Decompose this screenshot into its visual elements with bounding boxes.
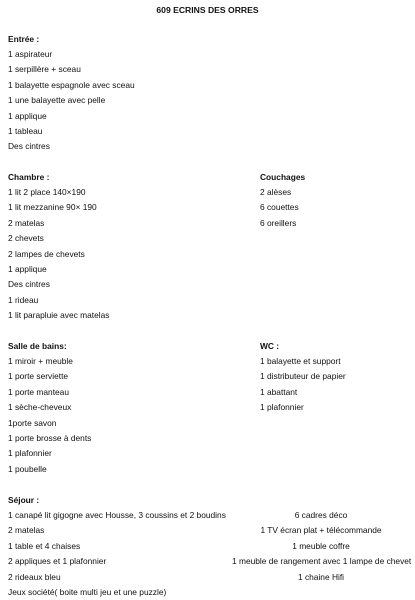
section-heading-couchages: Couchages — [260, 172, 306, 182]
list-item: 1 lit parapluie avec matelas — [8, 310, 110, 321]
list-item: 1 abattant — [260, 386, 298, 397]
list-item: 1 distributeur de papier — [260, 371, 346, 382]
section-sejour — [8, 493, 226, 600]
section-heading-salle-de-bains: Salle de bains: — [8, 341, 67, 351]
list-item: 1 meuble coffre — [292, 540, 350, 551]
list-item: 1 lit mezzanine 90× 190 — [8, 202, 97, 213]
list-item: 1 rideau — [8, 294, 39, 305]
list-item: 1 une balayette avec pelle — [8, 95, 106, 106]
section-heading-chambre: Chambre : — [8, 172, 50, 182]
list-item: 2 lampes de chevets — [8, 248, 85, 259]
list-item: 1 porte serviette — [8, 371, 69, 382]
list-item: 1 applique — [8, 263, 47, 274]
list-item: 6 oreillers — [260, 217, 297, 228]
list-item: 1 aspirateur — [8, 49, 53, 59]
section-couchages — [260, 170, 305, 231]
section-entree — [8, 32, 135, 155]
section-wc — [260, 339, 346, 416]
list-item: Des cintres — [8, 279, 50, 290]
list-item: 1 applique — [8, 110, 47, 121]
list-item: 2 alèses — [260, 187, 292, 197]
list-item: 1 table et 4 chaises — [8, 540, 81, 551]
list-item: 1 plafonnier — [8, 448, 52, 459]
list-item: 2 appliques et 1 plafonnier — [8, 556, 107, 567]
list-item: 1 miroir + meuble — [8, 356, 73, 366]
section-salle-de-bains — [8, 339, 91, 477]
section-chambre — [8, 170, 110, 324]
list-item: 1 TV écran plat + télécommande — [260, 525, 382, 536]
list-item: 1 plafonnier — [260, 402, 304, 413]
list-item: Jeux société( boite multi jeu et une puzzle) — [8, 586, 167, 597]
list-item: 1 balayette et support — [260, 356, 341, 366]
list-item: 1 meuble de rangement avec 1 lampe de chevet — [232, 556, 412, 567]
list-item: 1 lit 2 place 140×190 — [8, 187, 86, 197]
list-item: 1 sèche-cheveux — [8, 402, 72, 413]
section-heading-sejour: Séjour : — [8, 495, 40, 505]
list-item: 1 chaine Hifi — [297, 571, 345, 582]
list-item: 1 poubelle — [8, 463, 47, 474]
list-item: 1 canapé lit gigogne avec Housse, 3 coussins et 2 boudins — [8, 510, 226, 520]
list-item: 1 serpillère + sceau — [8, 64, 81, 75]
list-item: 2 rideaux bleu — [8, 571, 61, 582]
section-sejour-right — [232, 508, 410, 585]
list-item: 1 tableau — [8, 125, 43, 136]
section-heading-entree: Entrée : — [8, 34, 40, 44]
document-title: 609 ECRINS DES ORRES — [156, 5, 259, 15]
list-item: 1 balayette espagnole avec sceau — [8, 79, 135, 90]
list-item: 1 porte brosse à dents — [8, 432, 92, 443]
list-item: 6 couettes — [260, 202, 299, 213]
list-item: Des cintres — [8, 141, 50, 152]
list-item: 2 matelas — [8, 525, 45, 536]
list-item: 2 chevets — [8, 233, 44, 244]
list-item: 1 porte manteau — [8, 386, 69, 397]
list-item: 6 cadres déco — [294, 510, 348, 520]
list-item: 2 matelas — [8, 217, 45, 228]
section-heading-wc: WC : — [260, 341, 280, 351]
list-item: 1porte savon — [8, 417, 57, 428]
